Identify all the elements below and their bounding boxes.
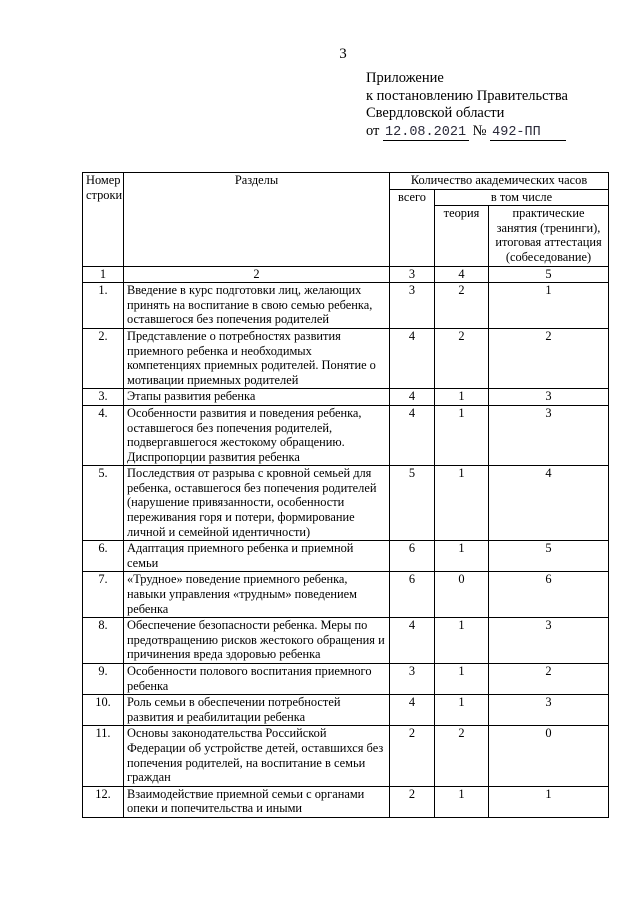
section-cell: «Трудное» поведение приемного ребенка, навыки управления «трудным» поведением ребенка <box>124 572 390 618</box>
practice-hours-cell: 2 <box>489 664 609 695</box>
total-hours-cell: 3 <box>390 283 435 329</box>
table-row <box>83 664 609 695</box>
section-cell: Представление о потребностях развития приемного ребенка и необходимых компетенциях приемных родителей. Понятие о мотивации приемных родителей <box>124 328 390 388</box>
appendix-date-number <box>366 123 568 141</box>
practice-hours-cell: 3 <box>489 695 609 726</box>
row-number-cell: 4. <box>83 405 124 465</box>
total-hours-cell: 4 <box>390 618 435 664</box>
row-number-cell: 8. <box>83 618 124 664</box>
theory-hours-cell: 1 <box>435 389 489 406</box>
table-row <box>83 786 609 817</box>
total-hours-cell: 4 <box>390 695 435 726</box>
table-row <box>83 618 609 664</box>
total-hours-cell: 4 <box>390 405 435 465</box>
total-hours-cell: 3 <box>390 664 435 695</box>
row-number-cell: 11. <box>83 726 124 786</box>
header-total: всего <box>390 189 435 266</box>
practice-hours-cell: 2 <box>489 328 609 388</box>
row-number-cell: 7. <box>83 572 124 618</box>
practice-hours-cell: 3 <box>489 405 609 465</box>
number-label: № <box>472 122 487 139</box>
table-row <box>83 541 609 572</box>
theory-hours-cell: 0 <box>435 572 489 618</box>
total-hours-cell: 2 <box>390 786 435 817</box>
practice-hours-cell: 1 <box>489 283 609 329</box>
table-row <box>83 283 609 329</box>
practice-hours-cell: 1 <box>489 786 609 817</box>
appendix-region: Свердловской области <box>366 105 505 121</box>
row-number-cell: 5. <box>83 466 124 541</box>
total-hours-cell: 2 <box>390 726 435 786</box>
table-row <box>83 389 609 406</box>
appendix-title: Приложение <box>366 70 444 86</box>
practice-hours-cell: 3 <box>489 618 609 664</box>
section-cell: Особенности полового воспитания приемного ребенка <box>124 664 390 695</box>
column-number: 2 <box>124 266 390 283</box>
section-cell: Обеспечение безопасности ребенка. Меры по предотвращению рисков жестокого обращения и причинения вреда здоровью ребенка <box>124 618 390 664</box>
hours-table <box>82 172 609 818</box>
column-number: 3 <box>390 266 435 283</box>
row-number-cell: 10. <box>83 695 124 726</box>
row-number-cell: 1. <box>83 283 124 329</box>
theory-hours-cell: 2 <box>435 328 489 388</box>
header-sections: Разделы <box>124 173 390 267</box>
row-number-cell: 12. <box>83 786 124 817</box>
section-cell: Особенности развития и поведения ребенка, оставшегося без попечения родителей, подвергавшегося жестокому обращению. Диспропорции развития ребенка <box>124 405 390 465</box>
resolution-number: 492-ПП <box>490 125 566 141</box>
appendix-header <box>366 70 568 141</box>
table-row <box>83 466 609 541</box>
total-hours-cell: 4 <box>390 328 435 388</box>
column-number: 4 <box>435 266 489 283</box>
practice-hours-cell: 4 <box>489 466 609 541</box>
theory-hours-cell: 1 <box>435 541 489 572</box>
practice-hours-cell: 6 <box>489 572 609 618</box>
theory-hours-cell: 1 <box>435 664 489 695</box>
header-hours: Количество академических часов <box>390 173 609 190</box>
resolution-date: 12.08.2021 <box>383 125 469 141</box>
section-cell: Адаптация приемного ребенка и приемной семьи <box>124 541 390 572</box>
row-number-cell: 3. <box>83 389 124 406</box>
page-number: 3 <box>339 46 347 62</box>
practice-hours-cell: 3 <box>489 389 609 406</box>
appendix-resolution-ref: к постановлению Правительства <box>366 87 568 104</box>
practice-hours-cell: 5 <box>489 541 609 572</box>
header-row-number: Номер строки <box>83 173 124 267</box>
table-row <box>83 405 609 465</box>
theory-hours-cell: 1 <box>435 405 489 465</box>
total-hours-cell: 4 <box>390 389 435 406</box>
table-row <box>83 695 609 726</box>
theory-hours-cell: 1 <box>435 695 489 726</box>
header-theory: теория <box>435 206 489 266</box>
practice-hours-cell: 0 <box>489 726 609 786</box>
section-cell: Роль семьи в обеспечении потребностей развития и реабилитации ребенка <box>124 695 390 726</box>
section-cell: Основы законодательства Российской Федерации об устройстве детей, оставшихся без попечения родителей, на воспитание в семьи граждан <box>124 726 390 786</box>
section-cell: Этапы развития ребенка <box>124 389 390 406</box>
from-label: от <box>366 122 380 139</box>
total-hours-cell: 6 <box>390 541 435 572</box>
row-number-cell: 9. <box>83 664 124 695</box>
section-cell: Последствия от разрыва с кровной семьей для ребенка, оставшегося без попечения родителей (нарушение привязанности, особенности переживания горя и потери, формирование личной и семейной идентичности) <box>124 466 390 541</box>
table-row <box>83 572 609 618</box>
column-number: 5 <box>489 266 609 283</box>
theory-hours-cell: 1 <box>435 618 489 664</box>
header-including: в том числе <box>435 189 609 206</box>
header-practice: практические занятия (тренинги), итоговая аттестация (собеседование) <box>489 206 609 266</box>
table-row <box>83 328 609 388</box>
theory-hours-cell: 2 <box>435 726 489 786</box>
theory-hours-cell: 1 <box>435 786 489 817</box>
row-number-cell: 2. <box>83 328 124 388</box>
row-number-cell: 6. <box>83 541 124 572</box>
section-cell: Взаимодействие приемной семьи с органами опеки и попечительства и иными <box>124 786 390 817</box>
theory-hours-cell: 2 <box>435 283 489 329</box>
table-row <box>83 726 609 786</box>
column-number: 1 <box>83 266 124 283</box>
total-hours-cell: 6 <box>390 572 435 618</box>
section-cell: Введение в курс подготовки лиц, желающих принять на воспитание в свою семью ребенка, оставшегося без попечения родителей <box>124 283 390 329</box>
total-hours-cell: 5 <box>390 466 435 541</box>
theory-hours-cell: 1 <box>435 466 489 541</box>
